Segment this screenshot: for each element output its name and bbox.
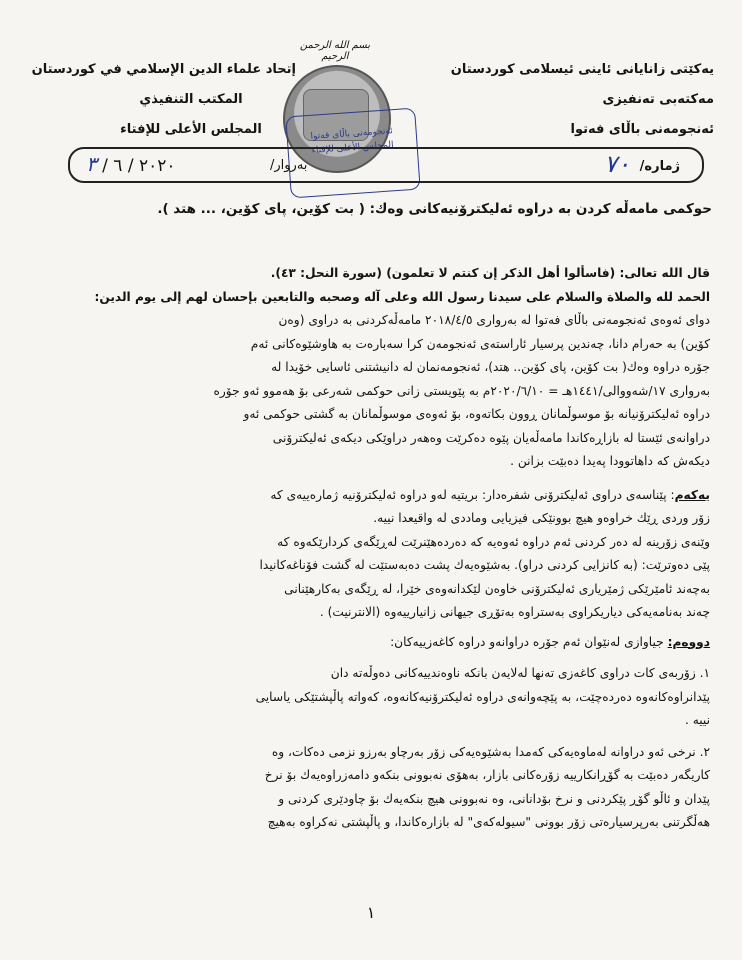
- second-section-line: [40, 631, 710, 655]
- second-section-label: دووەم:: [667, 634, 710, 649]
- first-section-label: یەكەم: [674, 487, 710, 502]
- first-section-text: : پێناسەی دراوی ئەلیكترۆنی شفرەدار: بریتیە لەو دراوە ئەلیكترۆنیە ژمارەییەی كە: [270, 487, 675, 502]
- second-section-text: جیاوازی لەنێوان ئەم جۆرە دراوانەو دراوە كاغەزییەكان:: [390, 634, 668, 649]
- point-one-line: ١. زۆربەی كات دراوی كاغەزی تەنها لەلایەن بانكە ناوەندییەكانی دەوڵەتە دان: [330, 666, 710, 680]
- point-two-line: ٢. نرخی ئەو دراوانە لەماوەیەكی كەمدا بەشێوەیەكی زۆر بەرچاو بەرزو نزمی دەكات، وە: [271, 744, 710, 759]
- org-name-arabic: إتحاد علماء الدين الإسلامي في كوردستان: [31, 62, 296, 77]
- verse-line: قال الله تعالى: (فاسألوا أهل الذكر إن كنتم لا تعلمون) (سورة النحل: ٤٣).: [270, 266, 710, 280]
- intro-line: دوای ئەوەی ئەنجومەنی باڵای فەتوا لە بەرواری ٢٠١٨/٤/٥ مامەڵەكردنی بە دراوی (وەن: [278, 313, 710, 327]
- first-section-line: وێنەی زۆرینە لە دەر كردنی ئەم دراوە ئەوەیە كە دەردەهێنرێت لەڕێگەی كردارێكەوە كە: [277, 534, 710, 549]
- date-handwritten: ٣: [86, 152, 97, 176]
- office-name-arabic: المكتب التنفيذي: [139, 92, 243, 107]
- point-two-line: هەڵگرتنی بەرپرسیارەتی زۆر بوونی "سیولەكەی" لە بازارەكاندا، و پاڵپشتی نەكراوە بەهیچ: [267, 815, 710, 829]
- stamp-line: المجلس الأعلى للإفتاء: [311, 140, 394, 156]
- body-text: [40, 262, 710, 835]
- hamd-line: الحمد لله والصلاة والسلام على سيدنا رسول الله وعلى آله وصحبه والتابعين بإحسان لهم إلى يوم الدين:: [94, 289, 710, 304]
- point-one-line: نییە .: [684, 713, 710, 727]
- point-two-line: كاریگەر دەبێت بە گۆڕانكارییە زۆرەكانی بازار، بەهۆی نەبوونی بنكەو دامەزراوەیەك بۆ نرخ: [264, 768, 710, 782]
- basmala: بسم الله الرحمن الرحيم: [299, 40, 371, 62]
- reference-number: ٧٠: [604, 150, 630, 178]
- first-section-line: پێی دەوترێت: (بە كانزایی كردنی دراو). بەشێوەیەك پشت دەبەستێت لە گشت فۆناغەكانیدا: [259, 558, 710, 572]
- date-printed: ٢٠٢٠ / ٦ /: [102, 156, 176, 176]
- header-arabic: [31, 55, 296, 145]
- date-label: بەروار/: [270, 158, 308, 173]
- intro-line: جۆرە دراوە وەك( بت كۆین، پای كۆین.. هتد)، ئەنجومەنمان لە دانیشتنی ئاسایی خۆیدا لە: [271, 360, 710, 374]
- intro-line: دراوانەی ئێستا لە بازاڕەكاندا مامەڵەیان پێوە دەكرێت وەهەر دراوێكی دیكەی ئەلیكترۆنی: [272, 430, 710, 445]
- page-number: ١: [366, 903, 376, 922]
- first-section-line: زۆر وردی ڕێك خراوەو هیچ بوونێكی فیزیایی وماددی لە واقیعدا نییە.: [373, 511, 710, 525]
- stamp-line: ئەنجومەنی باڵای فەتوا: [310, 126, 394, 142]
- council-name-arabic: المجلس الأعلى للإفتاء: [120, 122, 262, 137]
- intro-line: بەرواری ١٧/شەووالی/١٤٤١هـ = ٢٠٢٠/٦/١٠م بە پێویستی زانی حوكمی شەرعی بۆ هەموو ئەو جۆرە: [213, 383, 710, 398]
- intro-line: دراوە ئەلیكترۆنیانە بۆ موسوڵمانان ڕوون بكاتەوە، بۆ ئەوەی موسوڵمانان بە گشتی حوكمی ئەو: [243, 407, 710, 421]
- reference-label: ژمارە/: [639, 159, 680, 174]
- org-name-kurdish: یەكێتی زانایانی ئاینی ئیسلامی كوردستان: [450, 62, 714, 77]
- office-name-kurdish: مەكتەبی تەنفیزی: [602, 92, 714, 107]
- first-section-line: بەچەند ئامێرێكی ژمێریاری ئەلیكترۆنی خاوەن لێكدانەوەی خێرا، لە ڕێگەی بەكارهێنانی: [284, 581, 710, 596]
- point-two-line: پێدان و ئاڵو گۆڕ پێكردنی و نرخ بۆدانانی، وە نەبوونی هیچ بنكەیەك بۆ چاودێری كردنی و: [278, 791, 710, 806]
- date-value: [86, 152, 176, 176]
- document-title: حوكمی مامەڵە كردن بە دراوە ئەلیكترۆنیەكانی وەك: ( بت كۆین، پای كۆین، ... هتد ).: [157, 201, 712, 217]
- council-name-kurdish: ئەنجومەنی باڵای فەتوا: [570, 122, 714, 137]
- intro-line: كۆین) بە حەرام دانا، چەندین پرسیار ئاراستەی ئەنجومەن كرا سەبارەت بە هاوشێوەكانی ئەم: [250, 336, 710, 351]
- point-one-line: پێدانراوەكانەوە دەردەچێت، بە پێچەوانەی دراوە ئەلیكترۆنیەكانەوە، كەواتە پاڵپشتێكی یاسایی: [255, 689, 710, 704]
- first-section-line: چەند بەنامەیەكی دیاریكراوی بەستراوە بەتۆڕی جیهانی زانیارییەوە (الانترنیت) .: [319, 605, 710, 619]
- first-section-line: [40, 484, 710, 508]
- intro-line: دیكەش كە داهاتوودا پەیدا دەبێت بزانن .: [510, 454, 710, 468]
- header-kurdish: [451, 55, 714, 145]
